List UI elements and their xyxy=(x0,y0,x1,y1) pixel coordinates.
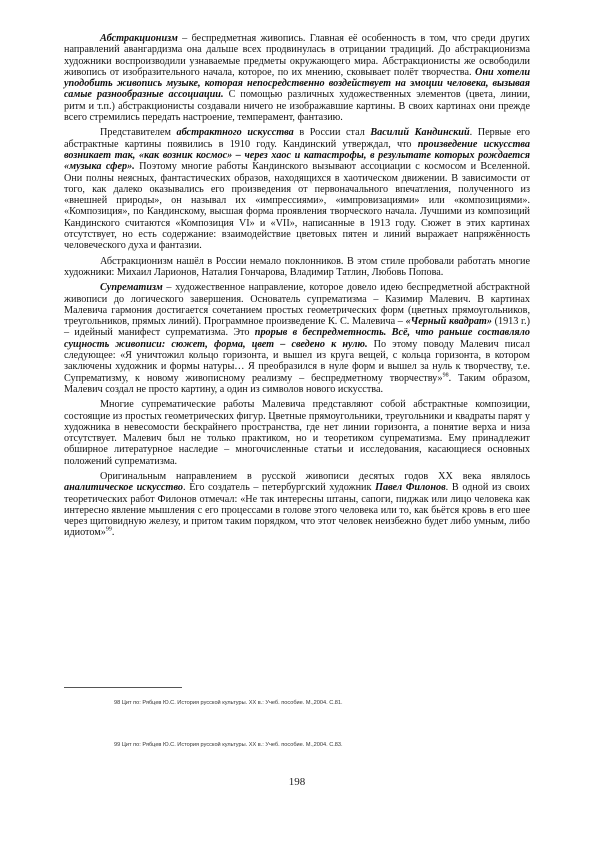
paragraph-suprematism xyxy=(64,282,530,395)
text: в России стал xyxy=(293,127,371,139)
emphasis-breakthrough: прорыв в беспредметность. xyxy=(254,327,387,339)
text: Многие супрематические работы Малевича представляют собой абстрактные композиции, состоящие из простых геометрических фигур. Цветные прямоугольники, треугольники и квадраты парят у художника в невесомости бескрайнего пространства, где нет линии горизонта, а понятие верха и низа отсутствует. Малевич был не только практиком, но и теоретиком супрематизма. Ему принадлежит обширное литературное наследие – многочисленные статьи и исследования, касающиеся основных положений супрематизма. xyxy=(64,399,530,467)
footnote-ref-98[interactable]: 98 xyxy=(442,372,449,379)
term-suprematism: Супрематизм xyxy=(100,282,163,294)
text: . Его создатель – петербургский художник xyxy=(183,482,376,494)
emphasis-zero: Всё, что раньше составляло сущность живописи: сюжет, форма, цвет – сведено к нулю. xyxy=(64,327,531,350)
text: . xyxy=(111,527,115,539)
text: Поэтому многие работы Кандинского вызывают ассоциации с космосом и Вселенной. Они полны неясных, фантастических образов, находящихся в хаотическом движении. В зависимости от того, как далеко оказывались его произведения от первоначального впечатления, полученного из «внешней природы», он называл их «импрессиями», «импровизациями» или «композициями». «Композиция», по Кандинскому, высшая форма проявления творческого начала. Лучшими из композиций Кандинского считаются «Композиция VI» и «VII», написанные в 1913 году. Сюжет в этих картинах отсутствует, но есть содержание: взаимодействие цветовых пятен и линий выражает напряжённость человеческого духа и фантазии. xyxy=(64,161,530,252)
name-kandinsky: Василий Кандинский xyxy=(370,127,470,139)
paragraph-filonov xyxy=(64,471,530,539)
paragraph-kandinsky xyxy=(64,127,530,251)
emphasis-cosmos: произведение искусства возникает так, «как возник космос» – через хаос и катастрофы, в результате которых рождается «музыка сфер». xyxy=(64,138,530,173)
term-abstract-art: абстрактного искусства xyxy=(176,127,294,139)
text: По этому поводу Малевич писал следующее: «Я уничтожил кольцо горизонта, и вышел из круга вещей, с кольца горизонта, в котором заключены художник и формы натуры… Я преобразился в нуле форм и вышел за нуль к творчеству, т.е. Супрематизму, к новому живописному реализму – беспредметному творчеству» xyxy=(64,338,530,384)
text: . Таким образом, Малевич создал не просто картину, а один из символов нового искусства. xyxy=(64,372,530,395)
text: . Первые его абстрактные картины появились в 1910 году. Кандинский утверждал, что xyxy=(64,127,531,150)
text: С помощью различных художественных элементов (цвета, линии, ритм и т.п.) абстракционисты создавали ничего не изображавшие картины. В своих картинах они прежде всего стремились передать настроение, темперамент, фантазию. xyxy=(64,89,530,124)
text: (1913 г.) – идейный манифест супрематизма. Это xyxy=(64,316,530,339)
text: – беспредметная живопись. Главная её особенность в том, что среди других направлений авангардизма она дальше всех продвинулась в отрицании традиций. До абстракционизма художники воспроизводили узнаваемые предметы окружающего мира. Абстракционисты же освободили живопись от изобразительного начала, которое, по их мнению, сковывает полёт творчества. xyxy=(64,33,530,78)
paragraph-followers xyxy=(64,256,530,279)
text: Абстракционизм нашёл в России немало поклонников. В этом стиле пробовали работать многие художники: Михаил Ларионов, Наталия Гончарова, Владимир Татлин, Любовь Попова. xyxy=(64,255,530,278)
text: – художественное направление, которое довело идею беспредметной абстрактной живописи до логического завершения. Основатель супрематизма – Казимир Малевич. В картинах Малевича гармония достигается сочетанием простых геометрических форм (цветных прямоугольников, треугольников, прямых линий). Программное произведение К. С. Малевича – xyxy=(64,282,530,328)
text: Оригинальным направлением в русской живописи десятых годов ХХ века являлось xyxy=(100,470,530,482)
footnote-98: 98 Цит по: Рябцев Ю.С. История русской культуры. ХХ в.: Учеб. пособие. М.,2004. С.81. xyxy=(114,700,343,706)
paragraph-malevich-works xyxy=(64,399,530,467)
footnote-ref-99[interactable]: 99 xyxy=(105,527,112,534)
emphasis-music: Они хотели уподобить живопись музыке, которая непосредственно воздействует на эмоции человека, вызывая самые разнообразные ассоциации. xyxy=(64,66,530,101)
document-body xyxy=(64,33,530,539)
text: . В одной из своих теоретических работ Филонов отмечал: «Не так интересны штаны, сапоги, пиджак или лицо человека как интересно явление мышления с его процессами в голове этого человека или то, как бьётся кровь в его шее через щитовидную железу, и притом таким порядком, что этот человек неизбежно будет либо умным, либо идиотом» xyxy=(64,482,531,539)
page-number: 198 xyxy=(288,776,306,788)
title-black-square: «Черный квадрат» xyxy=(405,316,492,328)
footnote-99: 99 Цит по: Рябцев Ю.С. История русской культуры. ХХ в.: Учеб. пособие. М.,2004. С.83. xyxy=(114,742,343,748)
footnote-separator xyxy=(64,687,182,688)
paragraph-abstractionism xyxy=(64,33,530,123)
text: Представителем xyxy=(100,127,177,139)
term-abstractionism: Абстракционизм xyxy=(100,33,178,44)
term-analytical-art: аналитическое искусство xyxy=(64,482,183,494)
name-filonov: Павел Филонов xyxy=(375,482,446,494)
